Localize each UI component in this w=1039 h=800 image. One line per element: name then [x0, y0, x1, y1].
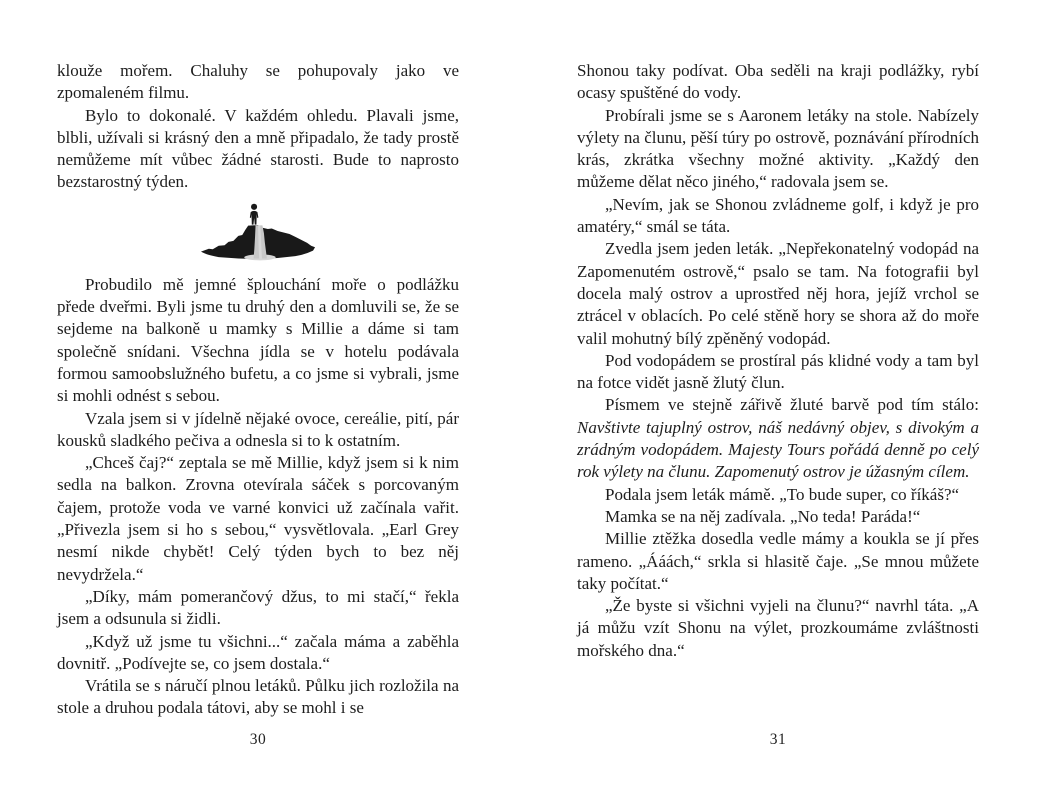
right-page-text — [577, 60, 979, 662]
paragraph — [57, 105, 459, 194]
text-run: „Chceš čaj?“ zeptala se mě Millie, když jsem si k nim sedla na balkon. Zrovna otevírala sáček s porcovaným čajem, protože voda ve varné konvici už začínala vařit. „Přivezla jsem si ho s sebou,“ vysvětlovala. „Earl Grey nesmí nikde chybět! Celý týden bych to bez něj nevydržela.“ — [57, 453, 459, 584]
paragraph — [577, 394, 979, 483]
text-run: Vzala jsem si v jídelně nějaké ovoce, cereálie, pití, pár kousků sladkého pečiva a odnesla si to k ostatním. — [57, 408, 459, 450]
text-run: „Když už jsme tu všichni...“ začala máma a zaběhla dovnitř. „Podívejte se, co jsem dostala.“ — [57, 631, 459, 673]
island-waterfall-silhouette-illustration — [57, 203, 459, 261]
left-page-number: 30 — [249, 731, 267, 748]
text-run: Probírali jsme se s Aaronem letáky na stole. Nabízely výlety na člunu, pěší túry po ostrově, poznávání přírodních krás, zkrátka všechny možné aktivity. „Každý den můžeme dělat něco jiného,“ radovala jsem se. — [577, 105, 979, 192]
paragraph — [577, 238, 979, 349]
paragraph — [57, 274, 459, 408]
paragraph — [577, 595, 979, 662]
paragraph — [57, 60, 459, 105]
text-run: „Nevím, jak se Shonou zvládneme golf, i když je pro amatéry,“ smál se táta. — [577, 194, 979, 237]
text-run: „Díky, mám pomerančový džus, to mi stačí,“ řekla jsem a odsunula si židli. — [57, 586, 459, 629]
paragraph — [577, 60, 979, 105]
paragraph — [57, 452, 459, 586]
paragraph — [577, 484, 979, 506]
paragraph — [57, 631, 459, 676]
text-run: „Že byste si všichni vyjeli na člunu?“ navrhl táta. „A já můžu vzít Shonu na výlet, prozkoumáme zvláštnosti mořského dna.“ — [577, 596, 979, 660]
text-run: Shonou taky podívat. Oba seděli na kraji podlážky, rybí ocasy spuštěné do vody. — [577, 61, 979, 103]
paragraph — [57, 408, 459, 453]
italic-text-run: Navštivte tajuplný ostrov, náš nedávný objev, s divokým a zrádným vodopádem. Majesty Tours pořádá denně po celý rok výlety na člunu. Zapomenutý ostrov je úžasným cílem. — [577, 417, 979, 482]
text-run: Podala jsem leták mámě. „To bude super, co říkáš?“ — [605, 484, 960, 504]
left-page-text — [57, 60, 459, 720]
text-run: Zvedla jsem jeden leták. „Nepřekonatelný vodopád na Zapomenutém ostrově,“ psalo se tam. Na fotografii byl docela malý ostrov a uprostřed něj hora, jejíž vrchol se ztrácel v oblacích. Po celé stěně hory se shora až do moře valil mohutný bílý zpěněný vodopád. — [577, 239, 979, 348]
text-run: klouže mořem. Chaluhy se pohupovaly jako ve zpomaleném filmu. — [57, 61, 459, 103]
text-run: Vrátila se s náručí plnou letáků. Půlku jich rozložila na stole a druhou podala tátovi, aby se mohl i se — [57, 676, 459, 718]
paragraph — [577, 506, 979, 528]
text-run: Mamka se na něj zadívala. „No teda! Paráda!“ — [605, 506, 921, 526]
right-page-number: 31 — [769, 731, 787, 748]
text-run: Millie ztěžka dosedla vedle mámy a koukla se jí přes rameno. „Ááách,“ srkla si hlasitě čaje. „Se mnou můžete taky počítat.“ — [577, 529, 979, 593]
left-page — [57, 60, 459, 748]
paragraph — [577, 194, 979, 239]
paragraph — [577, 528, 979, 595]
right-page — [577, 60, 979, 748]
paragraph — [577, 105, 979, 194]
paragraph — [577, 350, 979, 395]
paragraph — [57, 675, 459, 720]
text-run: Pod vodopádem se prostíral pás klidné vody a tam byl na fotce vidět jasně žlutý člun. — [577, 350, 979, 393]
text-run: Písmem ve stejně zářivě žluté barvě pod tím stálo: — [605, 395, 979, 415]
paragraph — [57, 586, 459, 631]
text-run: Bylo to dokonalé. V každém ohledu. Plavali jsme, blbli, užívali si krásný den a mně připadalo, že tady prostě nemůžeme mít vůbec žádné starosti. Bude to naprosto bezstarostný týden. — [57, 105, 459, 192]
text-run: Probudilo mě jemné šplouchání moře o podlážku přede dveřmi. Byli jsme tu druhý den a domluvili se, že se sejdeme na balkoně u mamky s Millie a dáme si tam společně snídani. Všechna jídla se v hotelu podávala formou samoobslužného bufetu, a co jsme si vybrali, jsme si mohli odnést s sebou. — [57, 274, 459, 406]
